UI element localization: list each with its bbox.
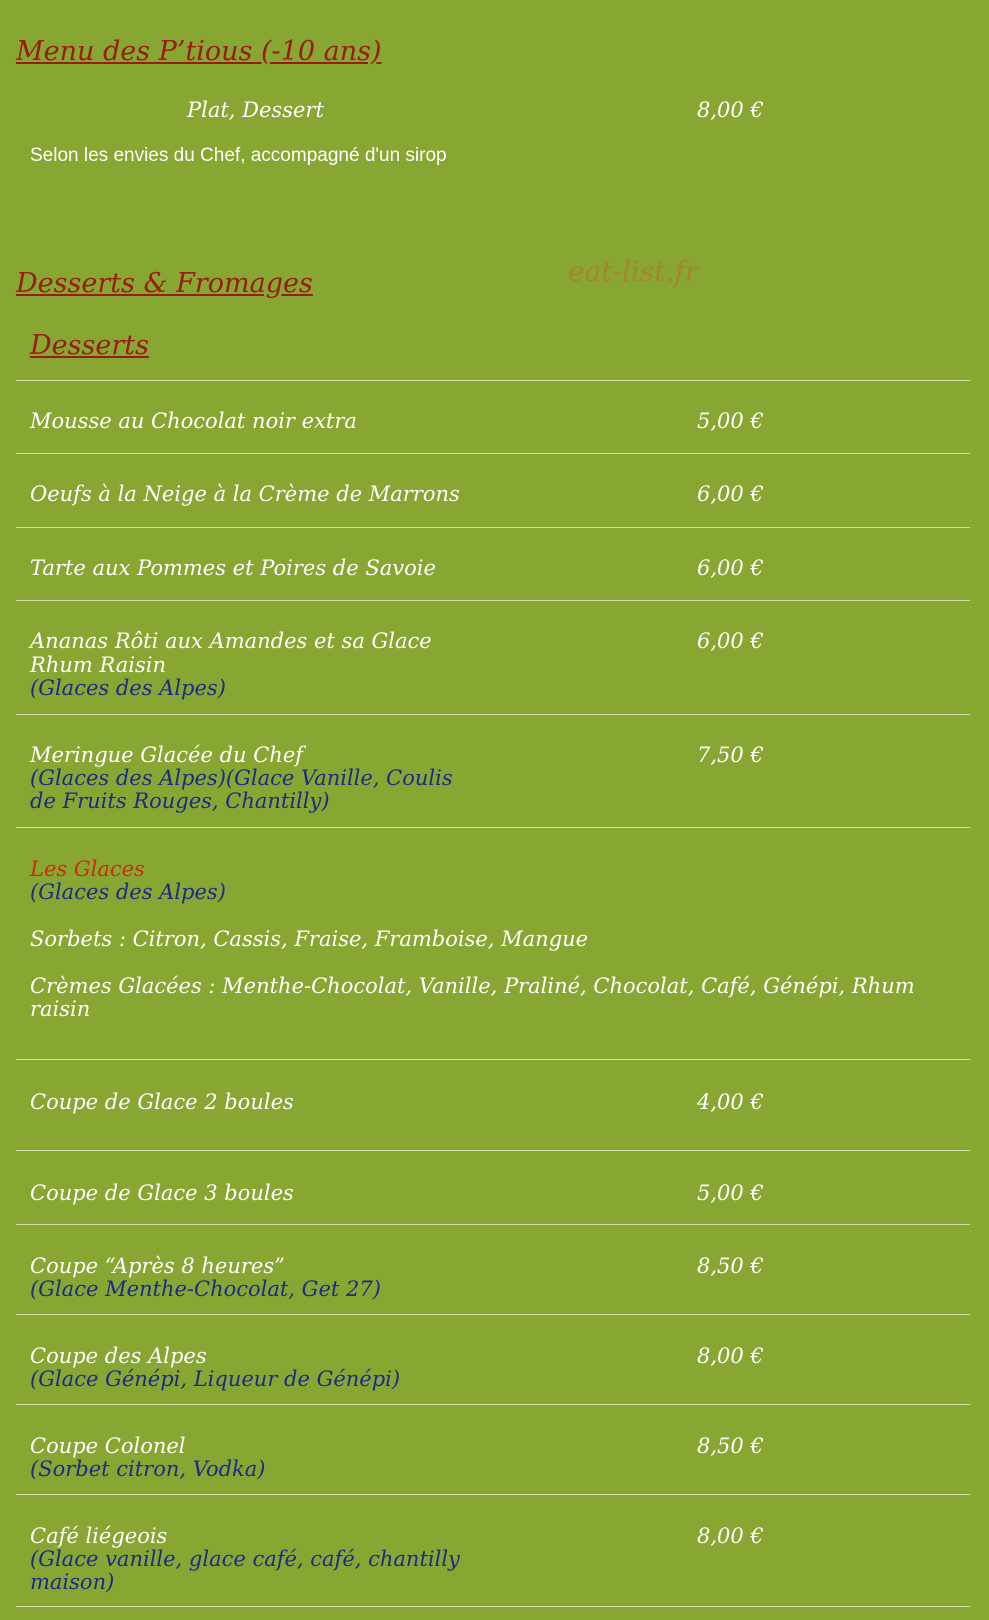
- item-price: 6,00 €: [697, 482, 764, 506]
- sorbets-list: Sorbets : Citron, Cassis, Fraise, Framboise, Mangue: [30, 927, 589, 951]
- item-name: Coupe “Après 8 heures”: [30, 1254, 285, 1278]
- item-note: (Glaces des Alpes)(Glace Vanille, Coulis de Fruits Rouges, Chantilly): [30, 766, 453, 813]
- item-name: Oeufs à la Neige à la Crème de Marrons: [30, 482, 460, 506]
- divider: [16, 527, 970, 528]
- item-name: Coupe des Alpes: [30, 1344, 207, 1368]
- glaces-title: Les Glaces: [30, 857, 145, 881]
- item-price: 7,50 €: [697, 743, 764, 767]
- menu-item: [30, 1344, 970, 1391]
- divider: [16, 1404, 970, 1405]
- item-note: (Sorbet citron, Vodka): [30, 1457, 266, 1481]
- item-price: 4,00 €: [697, 1090, 764, 1114]
- item-note: (Glace vanille, glace café, café, chantilly maison): [30, 1547, 460, 1594]
- menu-item: [30, 1181, 970, 1205]
- divider: [16, 827, 970, 828]
- item-price: 5,00 €: [697, 409, 764, 433]
- divider: [16, 1150, 970, 1151]
- item-note: (Glace Menthe-Chocolat, Get 27): [30, 1277, 381, 1301]
- menu-item: [30, 1524, 970, 1594]
- item-price: 6,00 €: [697, 556, 764, 580]
- menu-item: [30, 482, 970, 506]
- menu-item: [30, 1090, 970, 1114]
- section-subtitle: Desserts: [30, 330, 149, 361]
- watermark: eat-list.fr: [568, 255, 699, 288]
- menu-item: [30, 743, 970, 813]
- section-title: Desserts & Fromages: [16, 268, 313, 299]
- divider: [16, 714, 970, 715]
- kids-menu-title: Menu des P’tious (-10 ans): [16, 36, 382, 67]
- divider: [16, 600, 970, 601]
- divider: [16, 380, 970, 381]
- item-name: Coupe Colonel: [30, 1434, 186, 1458]
- item-name: Café liégeois: [30, 1524, 168, 1548]
- item-name: Ananas Rôti aux Amandes et sa Glace Rhum Raisin: [30, 629, 432, 677]
- divider: [16, 1314, 970, 1315]
- cremes-list: Crèmes Glacées : Menthe-Chocolat, Vanille, Praliné, Chocolat, Café, Génépi, Rhum raisin: [30, 974, 915, 1021]
- menu-item: [30, 1254, 970, 1301]
- item-price: 5,00 €: [697, 1181, 764, 1205]
- divider: [16, 1606, 970, 1607]
- menu-item: [30, 556, 970, 580]
- divider: [16, 1224, 970, 1225]
- item-name: Coupe de Glace 3 boules: [30, 1181, 294, 1205]
- menu-item: [30, 409, 970, 433]
- item-price: 8,50 €: [697, 1254, 764, 1278]
- item-note: (Glace Génépi, Liqueur de Génépi): [30, 1367, 401, 1391]
- divider: [16, 1059, 970, 1060]
- item-name: Meringue Glacée du Chef: [30, 743, 304, 767]
- item-price: 8,00 €: [697, 1344, 764, 1368]
- item-name: Coupe de Glace 2 boules: [30, 1090, 294, 1114]
- divider: [16, 453, 970, 454]
- kids-menu-description: Selon les envies du Chef, accompagné d'un sirop: [30, 145, 447, 166]
- divider: [16, 1494, 970, 1495]
- item-price: 8,50 €: [697, 1434, 764, 1458]
- item-price: 8,00 €: [697, 1524, 764, 1548]
- glaces-note: (Glaces des Alpes): [30, 880, 226, 904]
- kids-menu-item: Plat, Dessert: [187, 98, 324, 122]
- menu-item: [30, 629, 970, 700]
- item-note: (Glaces des Alpes): [30, 676, 226, 700]
- glaces-block: [30, 857, 970, 904]
- item-name: Mousse au Chocolat noir extra: [30, 409, 357, 433]
- item-price: 6,00 €: [697, 629, 764, 653]
- menu-item: [30, 1434, 970, 1481]
- kids-menu-price: 8,00 €: [697, 98, 764, 122]
- item-name: Tarte aux Pommes et Poires de Savoie: [30, 556, 436, 580]
